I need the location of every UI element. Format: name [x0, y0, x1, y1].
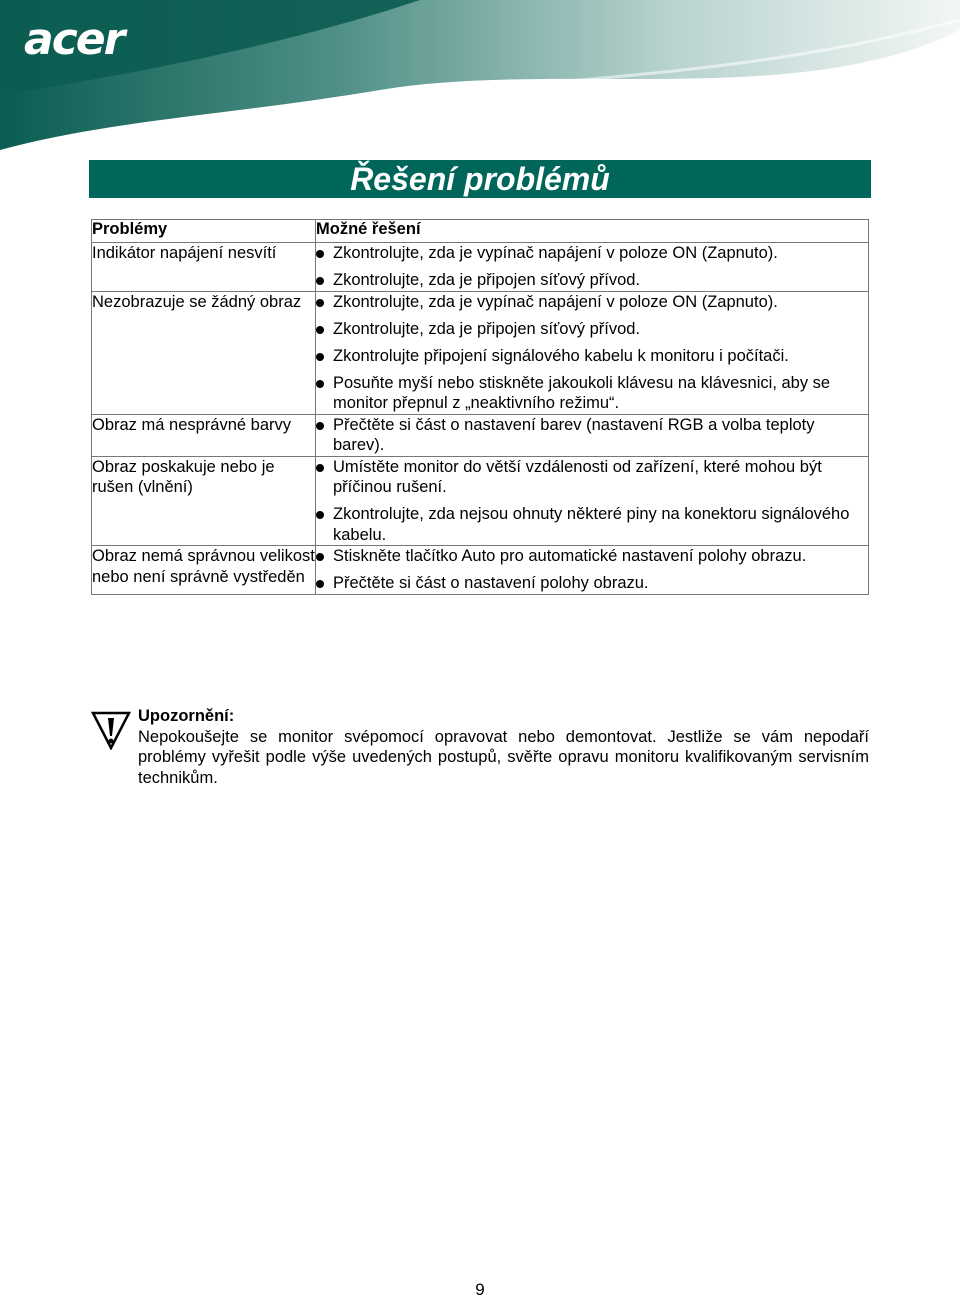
solution-item [316, 573, 868, 594]
solution-text: Přečtěte si část o nastavení barev (nastavení RGB a volba teploty barev). [333, 415, 815, 454]
warning-triangle-icon [91, 710, 131, 750]
solution-text: Zkontrolujte, zda je vypínač napájení v poloze ON (Zapnuto). [333, 244, 778, 262]
bullet-icon [316, 277, 324, 285]
solutions-cell [316, 414, 869, 456]
bullet-icon [316, 580, 324, 588]
solution-item [316, 546, 868, 567]
bullet-icon [316, 422, 324, 430]
solution-text: Zkontrolujte připojení signálového kabelu k monitoru i počítači. [333, 346, 789, 365]
solution-item [316, 415, 868, 456]
table-row [92, 456, 869, 546]
bullet-icon [316, 553, 324, 561]
solution-text: Přečtěte si část o nastavení polohy obrazu. [333, 574, 649, 592]
bullet-icon [316, 464, 324, 472]
solution-item [316, 319, 868, 340]
problem-cell: Obraz má nesprávné barvy [92, 414, 316, 456]
bullet-icon [316, 250, 324, 258]
table-row [92, 243, 869, 292]
solutions-cell [316, 456, 869, 546]
solution-list [316, 243, 868, 291]
solutions-cell [316, 291, 869, 414]
bullet-icon [316, 353, 324, 361]
solution-item [316, 292, 868, 313]
header-band [0, 0, 960, 160]
header-wave-graphic [0, 0, 960, 160]
column-header-problem: Problémy [92, 220, 316, 243]
problem-cell: Obraz poskakuje nebo je rušen (vlnění) [92, 456, 316, 546]
problem-cell: Obraz nemá správnou velikost nebo není správně vystředěn [92, 546, 316, 595]
warning-note [91, 706, 869, 788]
table-header-row [92, 220, 869, 243]
page-number: 9 [475, 1280, 485, 1299]
solution-text: Zkontrolujte, zda nejsou ohnuty některé piny na konektoru signálového kabelu. [333, 505, 850, 544]
solution-text: Zkontrolujte, zda je připojen síťový přívod. [333, 319, 641, 338]
page-title: Řešení problémů [89, 160, 871, 198]
troubleshooting-table [91, 219, 869, 595]
problem-cell: Nezobrazuje se žádný obraz [92, 291, 316, 414]
solution-text: Zkontrolujte, zda je připojen síťový přívod. [333, 271, 641, 289]
solution-text: Zkontrolujte, zda je vypínač napájení v poloze ON (Zapnuto). [333, 292, 778, 311]
solution-text: Posuňte myší nebo stiskněte jakoukoli klávesu na klávesnici, aby se monitor přepnul z „neaktivního režimu“. [333, 373, 831, 412]
solutions-cell [316, 546, 869, 595]
solution-list [316, 292, 868, 414]
solution-item [316, 373, 868, 414]
table-row [92, 414, 869, 456]
solution-text: Stiskněte tlačítko Auto pro automatické nastavení polohy obrazu. [333, 547, 807, 565]
solution-item [316, 457, 868, 498]
warning-body: Nepokoušejte se monitor svépomocí opravovat nebo demontovat. Jestliže se vám nepodaří problémy vyřešit podle výše uvedených postupů, svěřte opravu monitoru kvalifikovaným servisním technikům. [138, 727, 869, 787]
solution-text: Umístěte monitor do větší vzdálenosti od zařízení, které mohou být příčinou rušení. [333, 457, 822, 496]
bullet-icon [316, 511, 324, 519]
acer-logo: acer [24, 14, 124, 65]
solution-item [316, 243, 868, 264]
solution-list [316, 546, 868, 594]
table-row [92, 291, 869, 414]
solutions-cell [316, 243, 869, 292]
bullet-icon [316, 299, 324, 307]
solution-item [316, 270, 868, 291]
solution-item [316, 504, 868, 545]
warning-text-block [138, 706, 869, 788]
warning-title: Upozornění: [138, 707, 235, 725]
table-row [92, 546, 869, 595]
solution-list [316, 457, 868, 546]
bullet-icon [316, 380, 324, 388]
column-header-solution: Možné řešení [316, 220, 869, 243]
solution-list [316, 415, 868, 456]
problem-cell: Indikátor napájení nesvítí [92, 243, 316, 292]
bullet-icon [316, 326, 324, 334]
solution-item [316, 346, 868, 367]
